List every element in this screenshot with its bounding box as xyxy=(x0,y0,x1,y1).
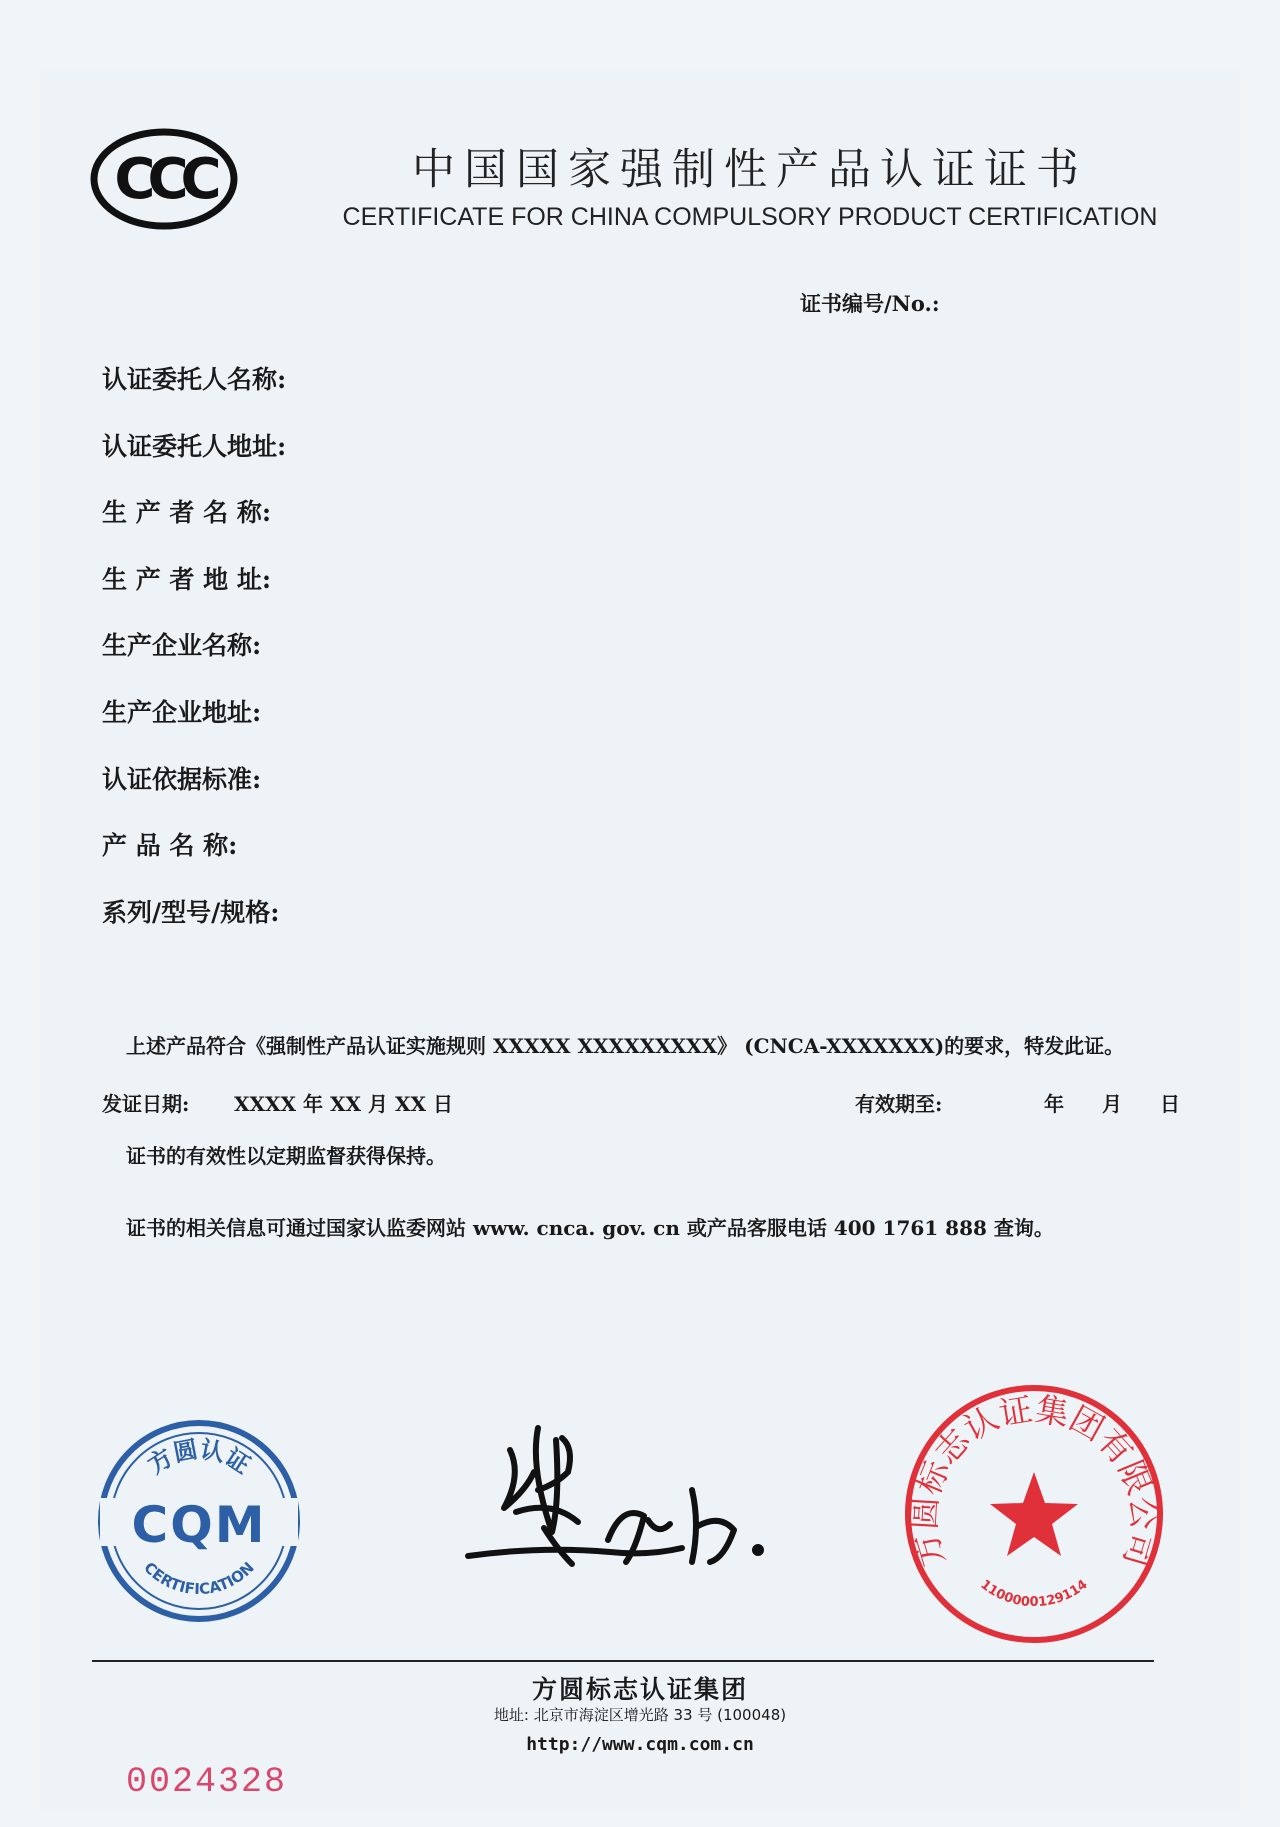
svg-text:CERTIFICATION xyxy=(140,1558,257,1598)
field-label: 认证依据标准: xyxy=(102,764,262,794)
star-icon xyxy=(990,1472,1078,1556)
valid-year: 年 xyxy=(1044,1092,1064,1116)
field-label: 生产企业名称: xyxy=(102,631,262,661)
ccc-logo-text: CCC xyxy=(114,147,214,212)
valid-until-label: 有效期至: xyxy=(855,1092,943,1116)
issue-date-value: XXXX 年 XX 月 XX 日 xyxy=(234,1092,453,1116)
field-label: 生 产 者 名 称: xyxy=(102,498,272,528)
issue-date-label: 发证日期: xyxy=(102,1092,190,1116)
serial-number: 0024328 xyxy=(126,1762,288,1802)
company-seal xyxy=(902,1382,1166,1646)
cert-number-label: 证书编号/No.: xyxy=(800,291,940,316)
field-label: 认证委托人地址: xyxy=(102,431,287,461)
ccc-logo xyxy=(90,128,238,230)
field-list xyxy=(102,360,286,959)
cqm-seal xyxy=(96,1418,302,1624)
signature xyxy=(460,1420,780,1590)
title-en: CERTIFICATE FOR CHINA COMPULSORY PRODUCT CERTIFICATION xyxy=(342,203,1158,231)
valid-month: 月 xyxy=(1102,1092,1122,1116)
cqm-seal-top-text: 方圆认证 xyxy=(142,1435,256,1480)
footer-divider xyxy=(92,1660,1154,1662)
validity-note: 证书的有效性以定期监督获得保持。 xyxy=(126,1144,446,1168)
info-note: 证书的相关信息可通过国家认监委网站 www. cnca. gov. cn 或产品客服电话 400 1761 888 查询。 xyxy=(126,1216,1054,1240)
company-seal-name: 方圆标志认证集团有限公司 xyxy=(904,1389,1164,1572)
field-label: 生 产 者 地 址: xyxy=(102,564,272,594)
valid-day: 日 xyxy=(1160,1092,1180,1116)
footer-organization: 方圆标志认证集团 xyxy=(531,1675,748,1704)
field-label: 认证委托人名称: xyxy=(102,365,287,394)
field-label: 产 品 名 称: xyxy=(102,831,238,861)
footer-url[interactable]: http://www.cqm.com.cn xyxy=(526,1734,754,1755)
title-cn: 中国国家强制性产品认证证书 xyxy=(412,145,1088,195)
field-label: 系列/型号/规格: xyxy=(102,897,280,927)
cqm-seal-bottom-text: CERTIFICATION xyxy=(140,1558,258,1599)
field-label: 生产企业地址: xyxy=(102,697,262,727)
compliance-statement: 上述产品符合《强制性产品认证实施规则 XXXXX XXXXXXXXX》 (CNCA-XXXXXXX)的要求，特发此证。 xyxy=(126,1034,1125,1058)
svg-text:1100000129114 xyxy=(977,1577,1090,1610)
cqm-seal-mark: CQM xyxy=(131,1496,267,1554)
company-seal-number: 1100000129114 xyxy=(977,1577,1091,1611)
footer-address: 地址: 北京市海淀区增光路 33 号 (100048) xyxy=(493,1706,787,1724)
